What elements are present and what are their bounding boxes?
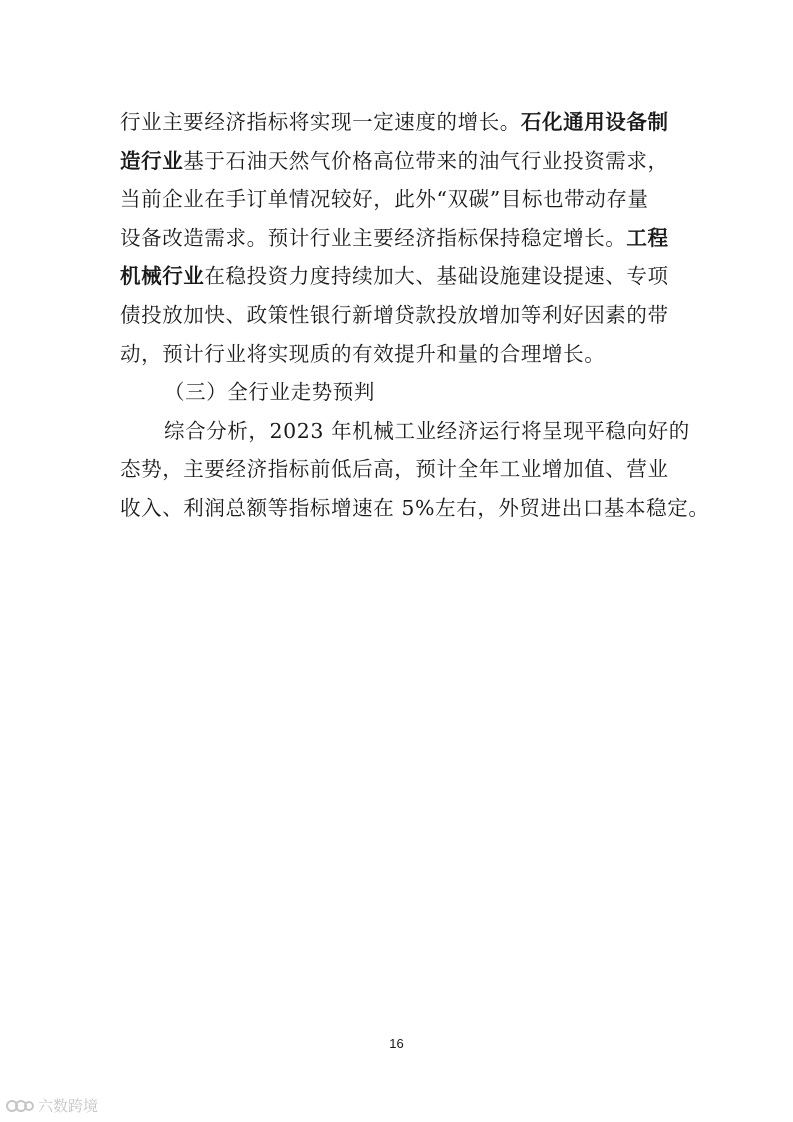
paragraph-line: [120, 103, 680, 142]
paragraph-line: [120, 296, 680, 335]
bold-segment: 工程: [626, 225, 669, 250]
page-number: 16: [389, 1036, 404, 1051]
paragraph-line: [120, 335, 680, 374]
text-segment: 行业主要经济指标将实现一定速度的增长。: [120, 110, 521, 134]
text-segment: 在稳投资力度持续加大、基础设施建设提速、专项: [204, 264, 669, 289]
summary-line: 收入、利润总额等指标增速在 5%左右，外贸进出口基本稳定。: [120, 495, 710, 520]
text-segment: 债投放加快、政策性银行新增贷款投放增加等利好因素的带: [120, 302, 669, 327]
summary-line: 综合分析，2023 年机械工业经济运行将呈现平稳向好的: [164, 418, 690, 443]
paragraph-line: [120, 142, 680, 181]
text-segment: 基于石油天然气价格高位带来的油气行业投资需求，: [183, 148, 669, 173]
bold-segment: 机械行业: [120, 264, 205, 289]
text-segment: 设备改造需求。预计行业主要经济指标保持稳定增长。: [120, 225, 627, 250]
paragraph-line: [120, 219, 680, 258]
watermark: [6, 1095, 98, 1116]
body-text: [120, 103, 710, 528]
summary-line: 态势，主要经济指标前低后高，预计全年工业增加值、营业: [120, 457, 669, 482]
paragraph-line: [120, 180, 680, 219]
text-segment: 当前企业在手订单情况较好，此外“双碳”目标也带动存量: [120, 187, 649, 212]
section-subheading: （三）全行业走势预判: [164, 380, 375, 405]
bold-segment: 石化通用设备制: [520, 110, 669, 134]
paragraph-line: [120, 257, 680, 296]
watermark-text: 六数跨境: [38, 1097, 99, 1115]
bold-segment: 造行业: [120, 148, 184, 173]
brand-logo-icon: [6, 1098, 34, 1114]
text-segment: 动，预计行业将实现质的有效提升和量的合理增长。: [120, 341, 606, 366]
